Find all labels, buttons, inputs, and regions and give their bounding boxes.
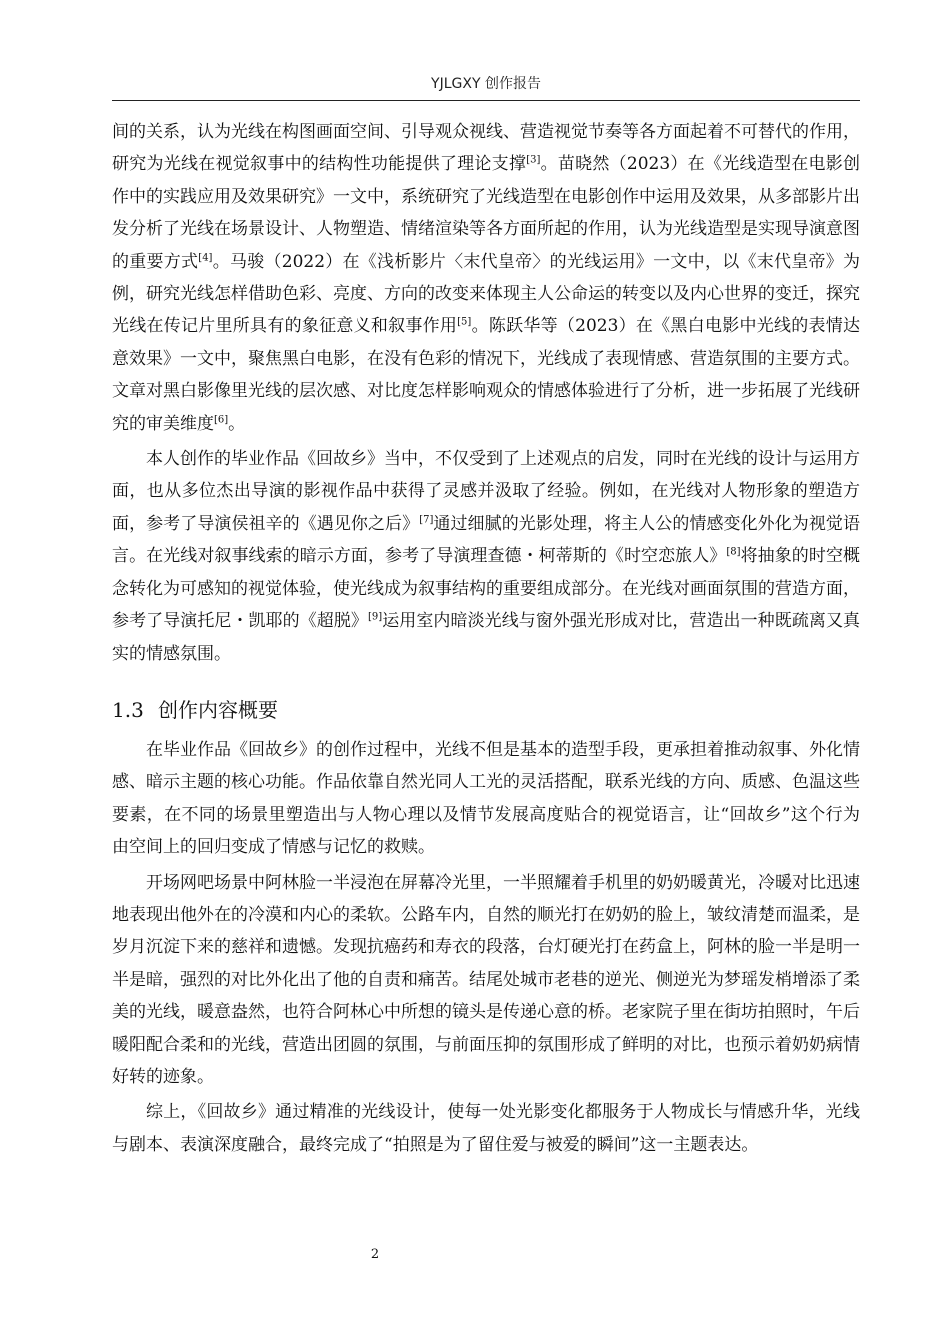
section-number: 1.3 bbox=[112, 697, 144, 722]
citation-ref: [4] bbox=[198, 251, 213, 263]
text-run: 。苗晓然（2023）在《光线造型在电影创作中的实践应用及效果研究》一文中，系统研究了光线造型在电影创作中运用及效果，从多部影片出发分析了光线在场景设计、人物塑造、情绪渲染等各方面所起的作用，认为光线造型是实现导演意图的重要方式 bbox=[112, 154, 861, 272]
paragraph-scenes: 开场网吧场景中阿林脸一半浸泡在屏幕冷光里，一半照耀着手机里的奶奶暖黄光，冷暖对比迅速地表现出他外在的冷漠和内心的柔软。公路车内，自然的顺光打在奶奶的脸上，皱纹清楚而温柔，是岁月沉淀下来的慈祥和遗憾。发现抗癌药和寿衣的段落，台灯硬光打在药盒上，阿林的脸一半是明一半是暗，强烈的对比外化出了他的自责和痛苦。结尾处城市老巷的逆光、侧逆光为梦瑶发梢增添了柔美的光线，暖意盎然，也符合阿林心中所想的镜头是传递心意的桥。老家院子里在街坊拍照时，午后暖阳配合柔和的光线，营造出团圆的氛围，与前面压抑的氛围形成了鲜明的对比，也预示着奶奶病情好转的迹象。 bbox=[112, 872, 860, 1087]
citation-ref: [6] bbox=[214, 414, 229, 425]
citation-ref: [7] bbox=[419, 514, 434, 526]
text-run: 通过细腻的光影处理，将主人公的情感变化外化为视觉语言。在光线对叙事线索的暗示方面，参考了导演理查德・柯蒂斯的《时空恋旅人》 bbox=[112, 513, 861, 567]
text-run: 。陈跃华等（2023）在《黑白电影中光线的表情达意效果》一文中，聚焦黑白电影，在没有色彩的情况下，光线成了表现情感、营造氛围的主要方式。文章对黑白影像里光线的层次感、对比度怎样影响观众的情感体验进行了分析，进一步拓展了光线研究的审美维度 bbox=[112, 316, 861, 434]
section-title: 创作内容概要 bbox=[158, 697, 278, 722]
citation-ref: [9] bbox=[368, 611, 383, 623]
body-text bbox=[112, 116, 860, 1161]
text-run: 间的关系，认为光线在构图画面空间、引导观众视线、营造视觉节奏等各方面起着不可替代的作用，研究为光线在视觉叙事中的结构性功能提供了理论支撑 bbox=[112, 122, 860, 175]
running-header: YJLGXY 创作报告 bbox=[431, 76, 541, 92]
paragraph-conclusion: 综上，《回故乡》通过精准的光线设计，使每一处光影变化都服务于人物成长与情感升华，光线与剧本、表演深度融合，最终完成了“拍照是为了留住爱与被爱的瞬间”这一主题表达。 bbox=[112, 1102, 860, 1155]
text-run: 将抽象的时空概念转化为可感知的视觉体验，使光线成为叙事结构的重要组成部分。在光线对画面氛围的营造方面，参考了导演托尼・凯耶的《超脱》 bbox=[112, 546, 861, 632]
text-run: 本人创作的毕业作品《回故乡》当中，不仅受到了上述观点的启发，同时在光线的设计与运用方面，也从多位杰出导演的影视作品中获得了灵感并汲取了经验。例如，在光线对人物形象的塑造方面，参考了导演侯祖辛的《遇见你之后》 bbox=[112, 449, 860, 534]
paragraph-literature-review bbox=[112, 116, 860, 440]
text-run: 。 bbox=[228, 413, 246, 434]
text-run: 运用室内暗淡光线与窗外强光形成对比，营造出一种既疏离又真实的情感氛围。 bbox=[112, 611, 861, 664]
text-run: 。马骏（2022）在《浅析影片〈末代皇帝〉的光线运用》一文中，以《末代皇帝》为例，研究光线怎样借助色彩、亮度、方向的改变来体现主人公命运的转变以及内心世界的变迁，探究光线在传记片里所具有的象征意义和叙事作用 bbox=[112, 251, 861, 337]
citation-ref: [3] bbox=[526, 154, 541, 166]
section-heading bbox=[112, 692, 860, 728]
header-rule bbox=[112, 100, 860, 101]
page-number: 2 bbox=[370, 1247, 380, 1262]
paragraph-overview: 在毕业作品《回故乡》的创作过程中，光线不但是基本的造型手段，更承担着推动叙事、外化情感、暗示主题的核心功能。作品依靠自然光同人工光的灵活搭配，联系光线的方向、质感、色温这些要素，在不同的场景里塑造出与人物心理以及情节发展高度贴合的视觉语言，让“回故乡”这个行为由空间上的回归变成了情感与记忆的救赎。 bbox=[112, 739, 860, 858]
citation-ref: [8] bbox=[726, 546, 741, 558]
citation-ref: [5] bbox=[457, 316, 472, 328]
paragraph-inspiration bbox=[112, 443, 860, 670]
